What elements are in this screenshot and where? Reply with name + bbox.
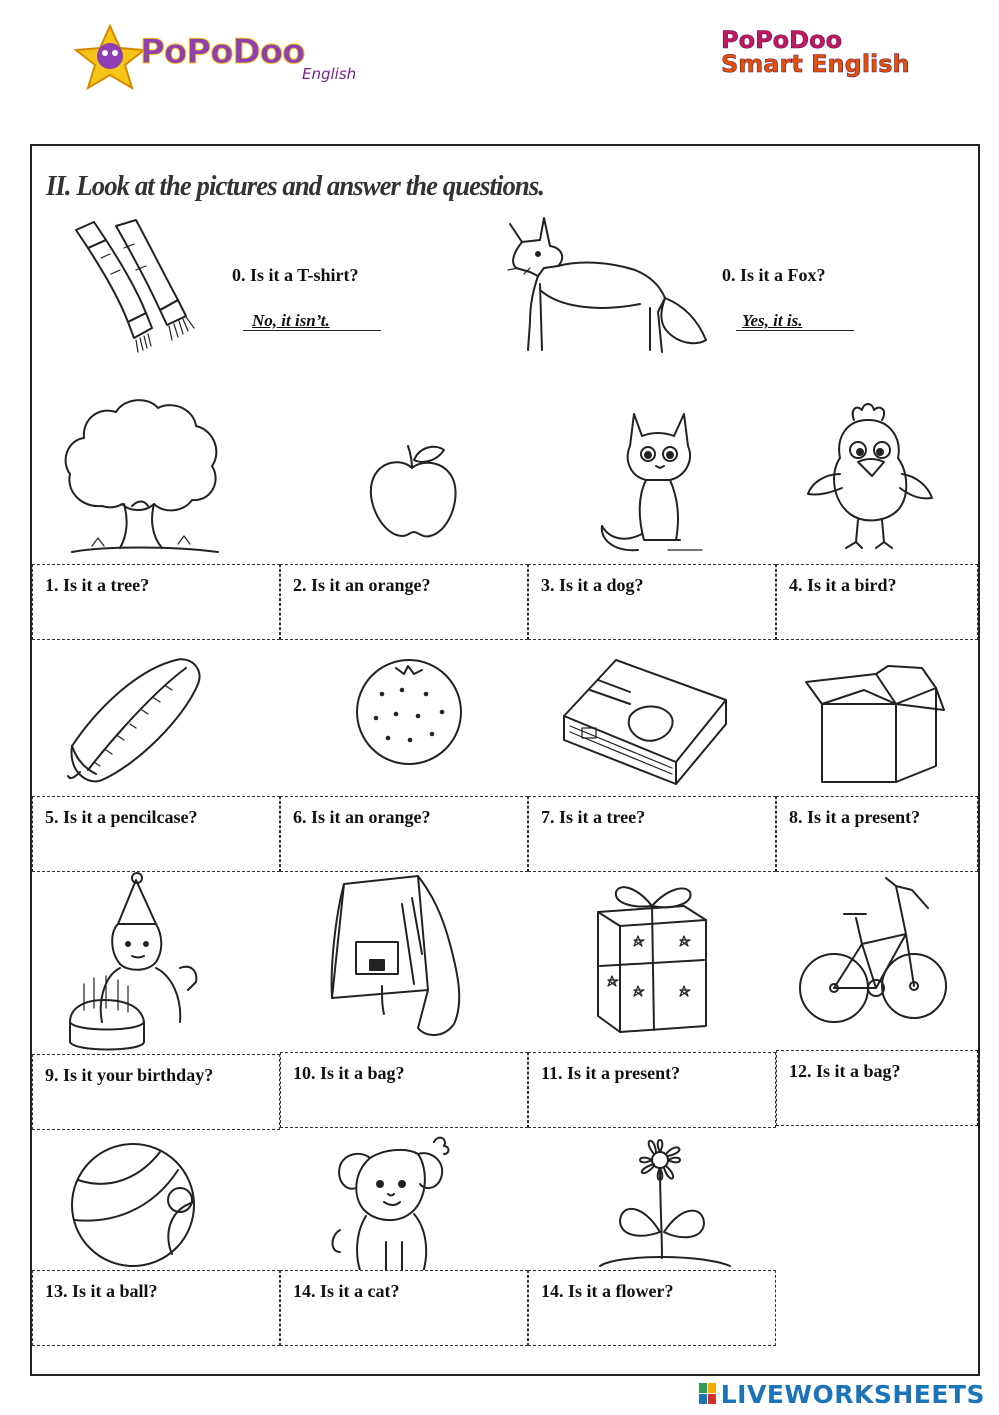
- bag-icon: [322, 874, 474, 1044]
- book-icon: [560, 656, 730, 786]
- example-question-1: 0. Is it a T-shirt?: [232, 265, 359, 285]
- logo-right-line2: Smart English: [721, 50, 910, 78]
- liveworksheets-text: LIVEWORKSHEETS: [720, 1379, 985, 1409]
- answer-box-7[interactable]: [528, 796, 776, 872]
- example-answer-line-2: [736, 312, 854, 331]
- apple-icon: [362, 440, 462, 542]
- box-icon: [804, 664, 952, 788]
- flower-icon: [598, 1132, 732, 1272]
- ball-icon: [68, 1140, 198, 1270]
- question-label-9: 9. Is it your birthday?: [45, 1065, 214, 1085]
- answer-box-2[interactable]: [280, 564, 528, 640]
- question-label-12: 12. Is it a bag?: [789, 1061, 901, 1081]
- liveworksheets-logo-icon: [699, 1383, 717, 1405]
- popodoo-logo-left: [70, 22, 380, 92]
- fox-icon: [500, 212, 715, 357]
- cat-icon: [598, 406, 708, 556]
- answer-box-11[interactable]: [528, 1052, 776, 1128]
- question-label-10: 10. Is it a bag?: [293, 1063, 405, 1083]
- answer-box-6[interactable]: [280, 796, 528, 872]
- example-question-2: 0. Is it a Fox?: [722, 265, 826, 285]
- star-mascot-icon: [70, 22, 150, 92]
- orange-icon: [352, 654, 467, 769]
- answer-box-14[interactable]: [280, 1270, 528, 1346]
- birthday-girl-icon: [64, 872, 214, 1056]
- answer-box-12[interactable]: [776, 1050, 978, 1126]
- answer-box-4[interactable]: [776, 564, 978, 640]
- answer-box-1[interactable]: [32, 564, 280, 640]
- answer-box-8[interactable]: [776, 796, 978, 872]
- question-label-5: 5. Is it a pencilcase?: [45, 807, 198, 827]
- question-label-6: 6. Is it an orange?: [293, 807, 431, 827]
- pencilcase-icon: [66, 654, 206, 786]
- question-label-7: 7. Is it a tree?: [541, 807, 646, 827]
- popodoo-logo-right: [721, 28, 961, 80]
- example-answer-2: Yes, it is.: [742, 311, 803, 330]
- example-answer-line-1: [243, 312, 381, 331]
- question-label-3: 3. Is it a dog?: [541, 575, 644, 595]
- present-icon: [594, 876, 710, 1032]
- answer-box-13[interactable]: [32, 1270, 280, 1346]
- answer-box-9[interactable]: [32, 1054, 280, 1130]
- question-label-4: 4. Is it a bird?: [789, 575, 897, 595]
- logo-left-text: PoPoDoo: [140, 32, 305, 72]
- dog-icon: [326, 1132, 456, 1282]
- question-label-1: 1. Is it a tree?: [45, 575, 150, 595]
- question-label-15: 14. Is it a flower?: [541, 1281, 674, 1301]
- question-label-11: 11. Is it a present?: [541, 1063, 681, 1083]
- bird-icon: [806, 402, 936, 552]
- question-label-2: 2. Is it an orange?: [293, 575, 431, 595]
- question-label-14: 14. Is it a cat?: [293, 1281, 400, 1301]
- example-answer-1: No, it isn’t.: [252, 311, 330, 330]
- answer-box-15[interactable]: [528, 1270, 776, 1346]
- answer-box-5[interactable]: [32, 796, 280, 872]
- scarf-icon: [66, 218, 211, 358]
- answer-box-10[interactable]: [280, 1052, 528, 1128]
- question-label-8: 8. Is it a present?: [789, 807, 921, 827]
- tree-icon: [62, 396, 222, 558]
- exercise-title: II. Look at the pictures and answer the questions.: [46, 170, 545, 202]
- answer-box-3[interactable]: [528, 564, 776, 640]
- liveworksheets-brand: [699, 1378, 985, 1410]
- logo-right-line1: PoPoDoo: [721, 26, 843, 54]
- logo-left-sub: English: [302, 65, 357, 83]
- bicycle-icon: [798, 874, 950, 1030]
- question-label-13: 13. Is it a ball?: [45, 1281, 158, 1301]
